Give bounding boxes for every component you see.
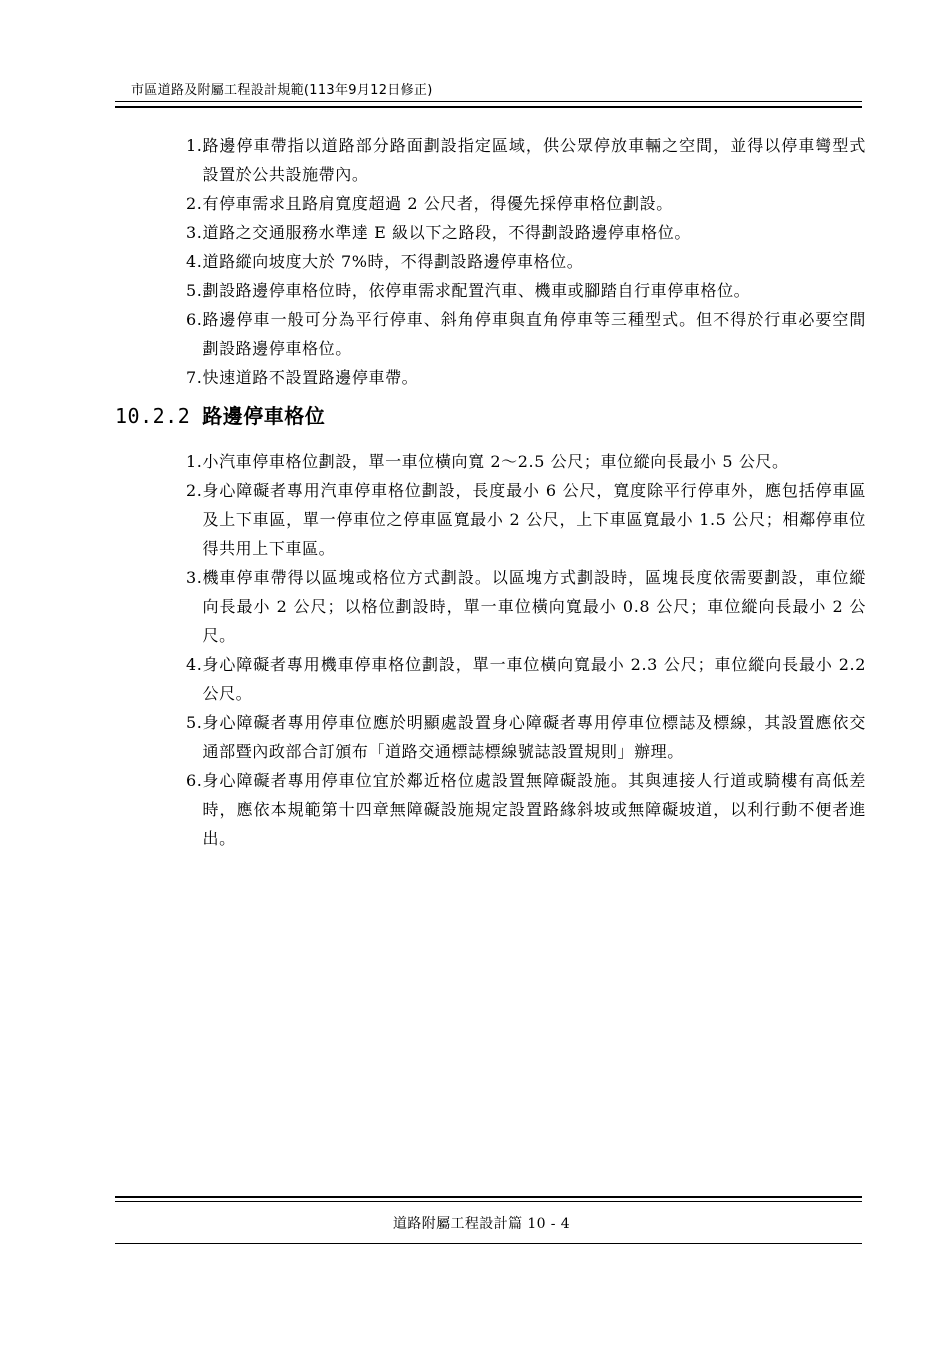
item-text: 身心障礙者專用機車停車格位劃設，單一車位橫向寬最小 2.3 公尺；車位縱向長最小 2.2 公尺。: [202, 655, 866, 703]
item-text: 小汽車停車格位劃設，單一車位橫向寬 2～2.5 公尺；車位縱向長最小 5 公尺。: [202, 452, 789, 471]
running-header-title: 市區道路及附屬工程設計規範(113年9月12日修正): [131, 83, 433, 98]
section-title: 路邊停車格位: [202, 404, 326, 428]
item-text: 機車停車帶得以區塊或格位方式劃設。以區塊方式劃設時，區塊長度依需要劃設，車位縱向長最小 2 公尺；以格位劃設時，單一車位橫向寬最小 0.8 公尺；車位縱向長最小 2 公尺。: [202, 568, 866, 645]
page-footer: 道路附屬工程設計篇 10 - 4: [392, 1216, 571, 1232]
item-number: 4.: [186, 252, 203, 271]
item-text: 路邊停車一般可分為平行停車、斜角停車與直角停車等三種型式。但不得於行車必要空間劃設路邊停車格位。: [202, 310, 866, 358]
parking-space-spec-list: [186, 447, 866, 853]
item-text: 身心障礙者專用汽車停車格位劃設，長度最小 6 公尺，寬度除平行停車外，應包括停車區及上下車區，單一停車位之停車區寬最小 2 公尺，上下車區寬最小 1.5 公尺；相鄰停車位得共用上下車區。: [202, 481, 866, 558]
header-rule-thin: [115, 101, 862, 102]
list-item: [186, 189, 866, 218]
item-number: 2.: [186, 481, 203, 500]
list-item: [186, 447, 866, 476]
list-item: [186, 218, 866, 247]
list-item: [186, 476, 866, 563]
item-number: 2.: [186, 194, 203, 213]
item-text: 有停車需求且路肩寬度超過 2 公尺者，得優先採停車格位劃設。: [202, 194, 673, 213]
item-number: 5.: [186, 713, 203, 732]
item-number: 3.: [186, 223, 203, 242]
item-number: 3.: [186, 568, 203, 587]
section-number: 10.2.2: [115, 404, 191, 428]
item-text: 快速道路不設置路邊停車帶。: [202, 368, 419, 387]
list-item: [186, 247, 866, 276]
footer-rule-thin: [115, 1201, 862, 1202]
item-number: 1.: [186, 136, 203, 155]
item-number: 1.: [186, 452, 203, 471]
item-text: 身心障礙者專用停車位應於明顯處設置身心障礙者專用停車位標誌及標線，其設置應依交通部暨內政部合訂頒布「道路交通標誌標線號誌設置規則」辦理。: [202, 713, 866, 761]
list-item: [186, 305, 866, 363]
list-item: [186, 650, 866, 708]
footer-rule-thick: [115, 1196, 862, 1198]
item-text: 路邊停車帶指以道路部分路面劃設指定區域，供公眾停放車輛之空間，並得以停車彎型式設置於公共設施帶內。: [202, 136, 866, 184]
list-item: [186, 276, 866, 305]
item-number: 6.: [186, 310, 203, 329]
list-item: [186, 766, 866, 853]
item-text: 劃設路邊停車格位時，依停車需求配置汽車、機車或腳踏自行車停車格位。: [202, 281, 751, 300]
footer-bottom-rule: [115, 1243, 862, 1244]
item-number: 5.: [186, 281, 203, 300]
section-heading: [115, 400, 325, 429]
list-item: [186, 131, 866, 189]
item-text: 道路縱向坡度大於 7%時，不得劃設路邊停車格位。: [202, 252, 584, 271]
item-text: 道路之交通服務水準達 E 級以下之路段，不得劃設路邊停車格位。: [202, 223, 691, 242]
header-rule-thick: [115, 106, 862, 108]
list-item: [186, 363, 866, 392]
parking-zone-rules-list: [186, 131, 866, 392]
list-item: [186, 708, 866, 766]
item-number: 7.: [186, 368, 203, 387]
item-text: 身心障礙者專用停車位宜於鄰近格位處設置無障礙設施。其與連接人行道或騎樓有高低差時，應依本規範第十四章無障礙設施規定設置路緣斜坡或無障礙坡道，以利行動不便者進出。: [202, 771, 866, 848]
item-number: 4.: [186, 655, 203, 674]
list-item: [186, 563, 866, 650]
item-number: 6.: [186, 771, 203, 790]
